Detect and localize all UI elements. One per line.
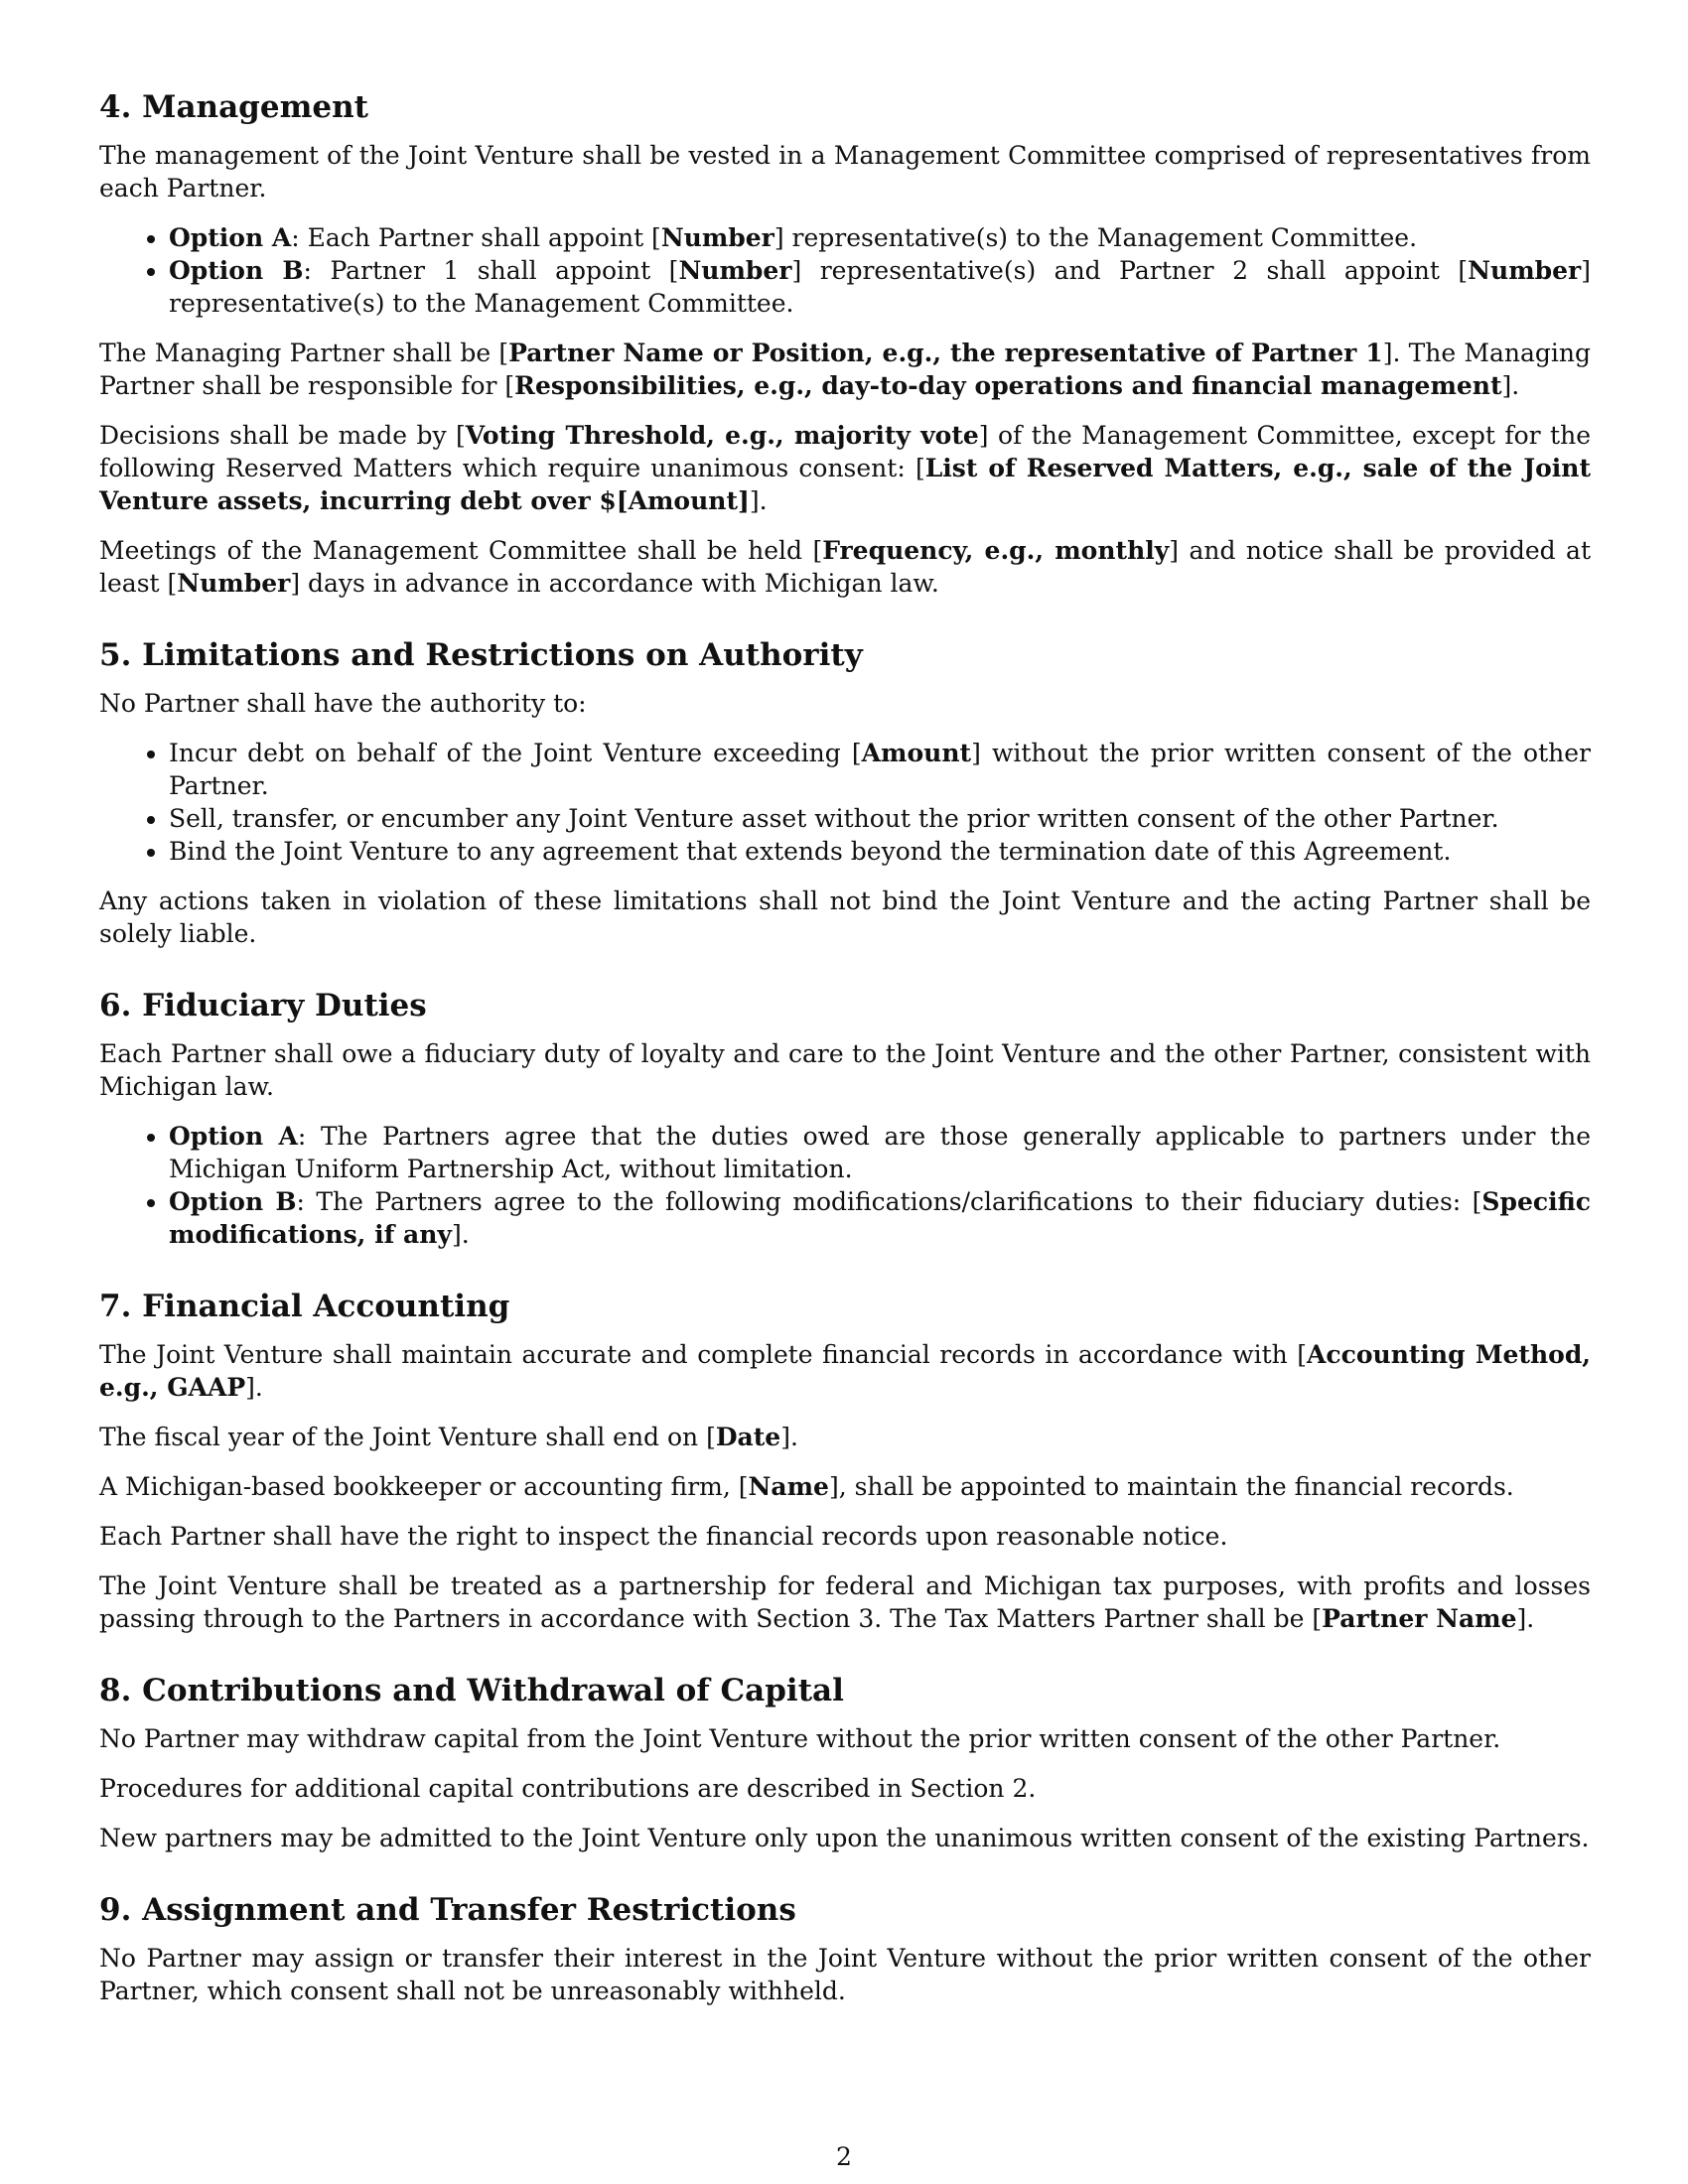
option-list [99, 221, 1591, 320]
paragraph: Decisions shall be made by [Voting Threshold, e.g., majority vote] of the Management Committee, except for the following Reserved Matters which require unanimous consent: [List of Reserved Matters, e.g., sale of the Joint Venture assets, incurring debt over $[Amount]]. [99, 421, 1591, 515]
section-heading: 6. Fiduciary Duties [99, 988, 427, 1024]
section-management [99, 87, 1591, 600]
paragraph: No Partner may assign or transfer their interest in the Joint Venture without the prior written consent of the other Partner, which consent shall not be unreasonably withheld. [99, 1944, 1591, 2005]
section-fiduciary [99, 986, 1591, 1251]
paragraph: New partners may be admitted to the Joint Venture only upon the unanimous written consent of the existing Partners. [99, 1824, 1590, 1852]
list-item: • Option B: Partner 1 shall appoint [Number] representative(s) and Partner 2 shall appoint [Number] representative(s) to the Management Committee. [169, 254, 1591, 320]
list-item: • Option B: The Partners agree to the following modifications/clarifications to their fiduciary duties: [Specific modifications, if any]. [169, 1185, 1591, 1251]
document-page [99, 87, 1591, 2043]
paragraph: The management of the Joint Venture shall be vested in a Management Committee comprised of representatives from each Partner. [99, 141, 1591, 203]
section-heading: 5. Limitations and Restrictions on Authority [99, 637, 863, 673]
paragraph: Meetings of the Management Committee shall be held [Frequency, e.g., monthly] and notice shall be provided at least [Number] days in advance in accordance with Michigan law. [99, 536, 1592, 598]
page-number: 2 [836, 2142, 852, 2171]
paragraph: The fiscal year of the Joint Venture shall end on [Date]. [99, 1423, 798, 1451]
list-item: • Incur debt on behalf of the Joint Venture exceeding [Amount] without the prior written consent of the other Partner. [169, 737, 1591, 802]
list-item: • Sell, transfer, or encumber any Joint Venture asset without the prior written consent of the other Partner. [169, 802, 1591, 835]
section-heading: 4. Management [99, 89, 368, 125]
paragraph: The Joint Venture shall be treated as a partnership for federal and Michigan tax purposes, with profits and losses passing through to the Partners in accordance with Section 3. The Tax Matters Partner shall be [Partner Name]. [99, 1571, 1591, 1633]
section-limitations [99, 635, 1591, 950]
paragraph: Each Partner shall owe a fiduciary duty of loyalty and care to the Joint Venture and the other Partner, consistent with Michigan law. [99, 1039, 1591, 1101]
section-heading: 7. Financial Accounting [99, 1289, 510, 1324]
paragraph: No Partner may withdraw capital from the Joint Venture without the prior written consent of the other Partner. [99, 1724, 1501, 1753]
section-assignment [99, 1890, 1591, 2007]
section-heading: 9. Assignment and Transfer Restrictions [99, 1892, 796, 1928]
option-list [99, 1120, 1591, 1251]
section-capital [99, 1671, 1591, 1854]
paragraph: The Joint Venture shall maintain accurate and complete financial records in accordance with [Accounting Method, e.g., GAAP]. [99, 1340, 1592, 1402]
paragraph: The Managing Partner shall be [Partner Name or Position, e.g., the representative of Partner 1]. The Managing Partner shall be responsible for [Responsibilities, e.g., day-to-day operations and financial management]. [99, 339, 1592, 400]
paragraph: Procedures for additional capital contributions are described in Section 2. [99, 1774, 1037, 1803]
paragraph: No Partner shall have the authority to: [99, 689, 587, 718]
section-heading: 8. Contributions and Withdrawal of Capital [99, 1673, 844, 1708]
restriction-list [99, 737, 1591, 868]
paragraph: A Michigan-based bookkeeper or accounting firm, [Name], shall be appointed to maintain the financial records. [99, 1472, 1514, 1501]
list-item: • Option A: Each Partner shall appoint [Number] representative(s) to the Management Committee. [169, 221, 1591, 254]
paragraph: Any actions taken in violation of these limitations shall not bind the Joint Venture and the acting Partner shall be solely liable. [99, 887, 1591, 948]
list-item: • Option A: The Partners agree that the duties owed are those generally applicable to partners under the Michigan Uniform Partnership Act, without limitation. [169, 1120, 1591, 1185]
section-accounting [99, 1287, 1591, 1635]
paragraph: Each Partner shall have the right to inspect the financial records upon reasonable notice. [99, 1522, 1228, 1551]
list-item: • Bind the Joint Venture to any agreement that extends beyond the termination date of this Agreement. [169, 835, 1591, 868]
